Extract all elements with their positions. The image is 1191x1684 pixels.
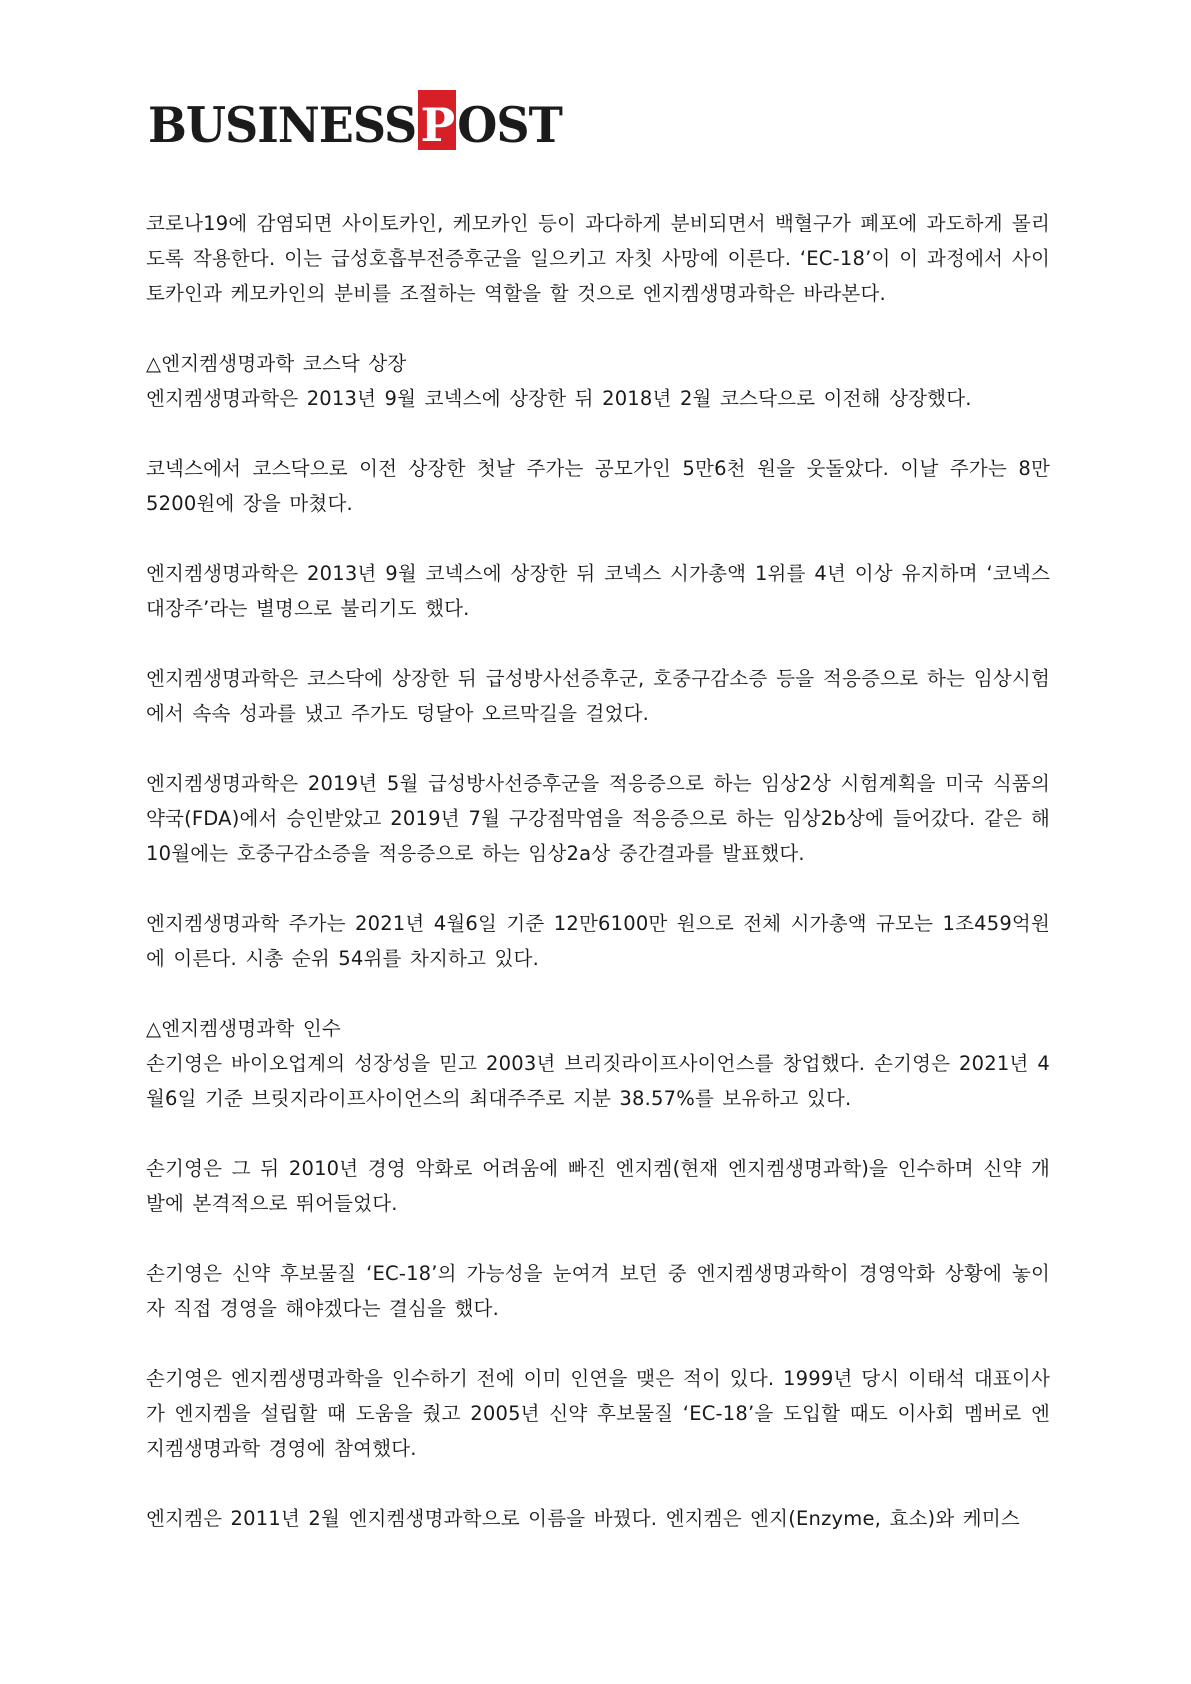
section-heading: △엔지켐생명과학 인수: [146, 1017, 341, 1040]
logo-word-ost: OST: [457, 96, 562, 154]
article-paragraph: 엔지켐생명과학은 2013년 9월 코넥스에 상장한 뒤 코넥스 시가총액 1위를 4년 이상 유지하며 ‘코넥스 대장주’라는 별명으로 불리기도 했다.: [146, 562, 1050, 620]
article-paragraph: 손기영은 엔지켐생명과학을 인수하기 전에 이미 인연을 맺은 적이 있다. 1999년 당시 이태석 대표이사가 엔지켐을 설립할 때 도움을 줬고 2005년 신약 후보물질 ‘EC-18’을 도입할 때도 이사회 멤버로 엔지켐생명과학 경영에 참여했다.: [146, 1367, 1050, 1460]
logo-word-business: BUSINESS: [148, 96, 417, 154]
logo-p-block: [418, 90, 456, 150]
article-paragraph: 엔지켐은 2011년 2월 엔지켐생명과학으로 이름을 바꿨다. 엔지켐은 엔지(Enzyme, 효소)와 케미스: [146, 1507, 1020, 1530]
article-paragraph: 코넥스에서 코스닥으로 이전 상장한 첫날 주가는 공모가인 5만6천 원을 웃돌았다. 이날 주가는 8만5200원에 장을 마쳤다.: [146, 457, 1050, 515]
article-paragraph: 손기영은 신약 후보물질 ‘EC-18’의 가능성을 눈여겨 보던 중 엔지켐생명과학이 경영악화 상황에 놓이자 직접 경영을 해야겠다는 결심을 했다.: [146, 1262, 1050, 1320]
logo-p-letter: P: [420, 98, 455, 152]
business-post-logo: [148, 88, 562, 154]
article-paragraph: 엔지켐생명과학은 코스닥에 상장한 뒤 급성방사선증후군, 호중구감소증 등을 적응증으로 하는 임상시험에서 속속 성과를 냈고 주가도 덩달아 오르막길을 걸었다.: [146, 667, 1050, 725]
article-body: [146, 206, 1050, 1571]
article-paragraph: 손기영은 바이오업계의 성장성을 믿고 2003년 브리짓라이프사이언스를 창업했다. 손기영은 2021년 4월6일 기준 브릿지라이프사이언스의 최대주주로 지분 38.57%를 보유하고 있다.: [146, 1052, 1050, 1110]
article-paragraph: 손기영은 그 뒤 2010년 경영 악화로 어려움에 빠진 엔지켐(현재 엔지켐생명과학)을 인수하며 신약 개발에 본격적으로 뛰어들었다.: [146, 1157, 1050, 1215]
article-paragraph: 코로나19에 감염되면 사이토카인, 케모카인 등이 과다하게 분비되면서 백혈구가 폐포에 과도하게 몰리도록 작용한다. 이는 급성호흡부전증후군을 일으키고 자칫 사망에 이른다. ‘EC-18’이 이 과정에서 사이토카인과 케모카인의 분비를 조절하는 역할을 할 것으로 엔지켐생명과학은 바라본다.: [146, 212, 1050, 305]
article-paragraph: 엔지켐생명과학은 2019년 5월 급성방사선증후군을 적응증으로 하는 임상2상 시험계획을 미국 식품의약국(FDA)에서 승인받았고 2019년 7월 구강점막염을 적응증으로 하는 임상2b상에 들어갔다. 같은 해 10월에는 호중구감소증을 적응증으로 하는 임상2a상 중간결과를 발표했다.: [146, 772, 1050, 865]
article-paragraph: 엔지켐생명과학 주가는 2021년 4월6일 기준 12만6100만 원으로 전체 시가총액 규모는 1조459억원에 이른다. 시총 순위 54위를 차지하고 있다.: [146, 912, 1050, 970]
article-paragraph: 엔지켐생명과학은 2013년 9월 코넥스에 상장한 뒤 2018년 2월 코스닥으로 이전해 상장했다.: [146, 387, 972, 410]
section-heading: △엔지켐생명과학 코스닥 상장: [146, 352, 407, 375]
